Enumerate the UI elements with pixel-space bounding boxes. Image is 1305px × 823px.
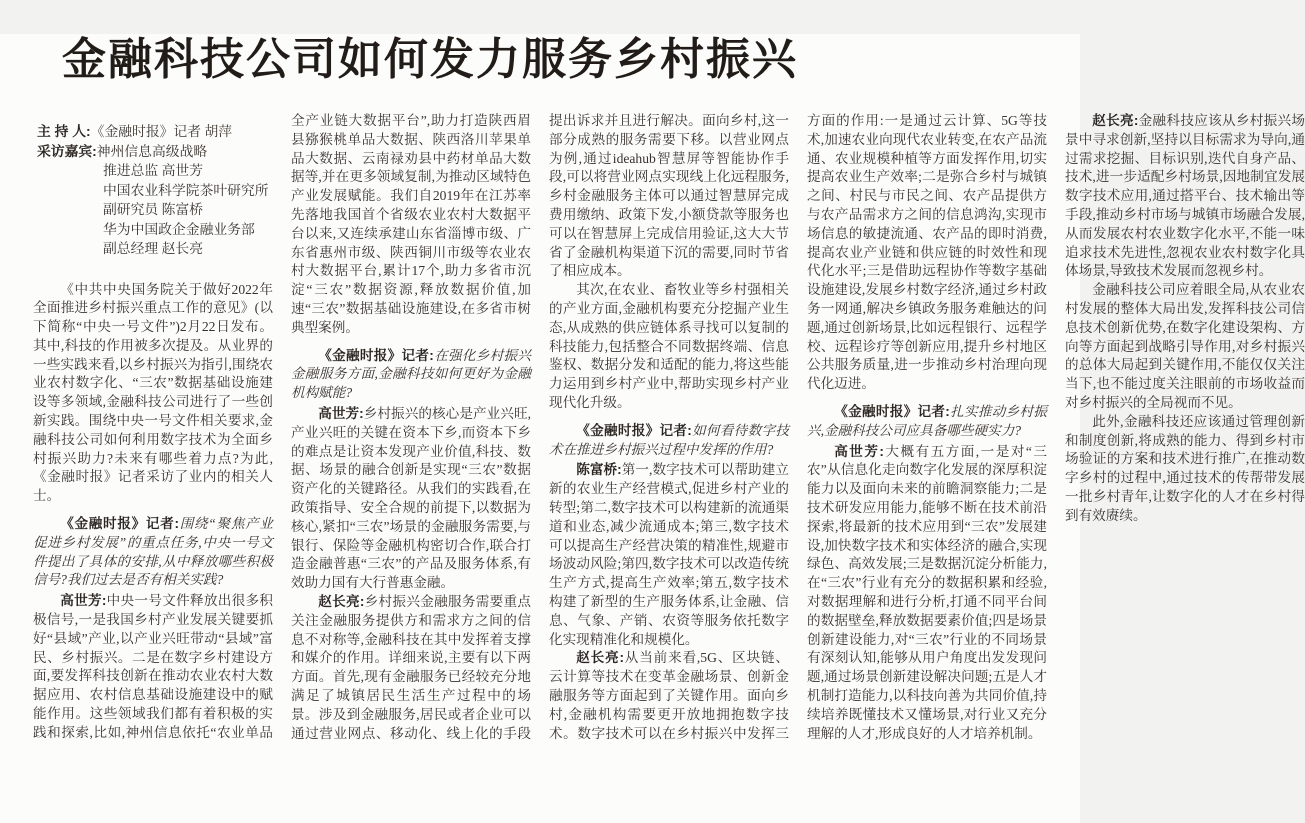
paragraph-text: 从当前来看,5G、区块链、云计算等技术在变革金融场景、创新金融服务等方面起到了关键作用。面向乡村,金融机构需要更开放地拥抱数字技术。数字技术可以在乡村振兴中发挥三方面的作用:一是通过云计算、5G等技术,加速农业向现代农业转变,在农产品流通、农业规模种植等方面发挥作用,切实提高农业生产效率;二是弥合乡村与城镇之间、村民与市民之间、农产品提供方与农产品需求方之间的信息鸿沟,实现市场信息的敏捷流通、农产品的即时消费,提高农业产业链和供应链的时效性和现代化水平;三是借助远程协作等数字基础设施建设,发展乡村数字经济,通过乡村政务一网通,解决乡镇政务服务难触达的问题,通过创新场景,比如远程银行、远程学校、远程诊疗等创新应用,提升乡村地区公共服务质量,进一步推动乡村治理向现代化迈进。: [549, 113, 1047, 741]
guest-line: 副研究员 陈富桥: [103, 202, 204, 217]
byline-block: [37, 122, 273, 259]
question-paragraph: [807, 403, 1047, 441]
question-paragraph: [549, 422, 789, 460]
speaker-name: 高世芳:: [60, 593, 107, 609]
guest-line: 推进总监 高世芳: [103, 163, 204, 178]
speaker-name: 赵长亮:: [576, 650, 624, 666]
question-text: 围绕“聚焦产业促进乡村发展”的重点任务,中央一号文件提出了具体的安排,从中释放哪些积极信号?我们过去是否有相关实践?: [33, 516, 273, 588]
answer-continuation-paragraph: [1065, 413, 1305, 526]
reporter-prefix: 《金融时报》记者:: [576, 422, 692, 438]
answer-continuation-paragraph: [1065, 281, 1305, 413]
speaker-name: 高世芳:: [834, 443, 884, 459]
paragraph-text: 中央一号文件释放出很多积极信号,一是我国乡村产业发展关键要抓好“县域”产业,以产业兴旺带动“县域”富民、乡村振兴。二是在数字乡村建设方面,要发挥科技创新在推动农业农村大数据应用、农村信息基础设施建设中的赋能作用。这些领域我们都有着积极的实践和探索,比如,神州信息依托“农业单品全产业链大数据平台”,助力打造陕西眉县猕猴桃单品大数据、陕西洛川苹果单品大数据、云南禄劝县中药材单品大数据等,并在更多领域复制,为推动区域特色产业发展赋能。我们自2019年在江苏率先落地我国首个省级农业农村大数据平台以来,又连续承建山东省淄博市级、广东省惠州市级、陕西铜川市级等农业农村大数据平台,累计17个,助力多省市沉淀“三农”数据资源,释放数据价值,加速“三农”数据基础设施建设,在多省市树典型案例。: [33, 113, 531, 740]
reporter-prefix: 《金融时报》记者:: [318, 347, 434, 363]
paragraph-text: 金融科技公司应着眼全局,从农业农村发展的整体大局出发,发挥科技公司信息技术创新优势,在数字化建设架构、方向等方面起到战略引导作用,对乡村振兴的总体大局起到关键作用,不能仅仅关注当下,也不能过度关注眼前的市场收益而对乡村振兴的全局视而不见。: [1065, 282, 1305, 410]
paragraph-text: 乡村振兴的核心是产业兴旺,产业兴旺的关键在资本下乡,而资本下乡的难点是让资本发现产业价值,科技、数据、场景的融合创新是实现“三农”数据资产化的关键路径。从我们的实践看,在政策指导、安全合规的前提下,以数据为核心,紧扣“三农”场景的金融服务需要,与银行、保险等金融机构密切合作,联合打造金融普惠“三农”的产品及服务体系,有效助力国有大行普惠金融。: [291, 405, 531, 591]
speaker-name: 赵长亮:: [318, 593, 365, 609]
host-label: 主 持 人:: [37, 124, 91, 139]
paragraph-text: 金融科技应该从乡村振兴场景中寻求创新,坚持以目标需求为导向,通过需求挖掘、目标识别,迭代自身产品、技术,进一步适配乡村场景,因地制宜发展数字技术应用,通过搭平台、技术输出等手段,推动乡村市场与城镇市场融合发展,从而发展农村农业数字化水平,不能一味追求技术先进性,忽视农业农村数字化具体场景,导致技术发展而忽视乡村。: [1065, 113, 1305, 279]
question-text: 扎实推动乡村振兴,金融科技公司应具备哪些硬实力?: [807, 403, 1048, 438]
paragraph-text: 其次,在农业、畜牧业等乡村强相关的产业方面,金融机构要充分挖掘产业生态,从成熟的供应链体系寻找可以复制的科技能力,包括整合不同数据终端、信息鉴权、数据分发和适配的能力,将这些能力运用到乡村产业中,帮助实现乡村产业现代化升级。: [549, 282, 789, 410]
answer-paragraph: [1065, 112, 1305, 281]
answer-paragraph: [291, 405, 531, 593]
speaker-name: 赵长亮:: [1092, 113, 1139, 128]
guests-label: 采访嘉宾:: [37, 143, 97, 159]
paragraph-text: 第一,数字技术可以帮助建立新的农业生产经营模式,促进乡村产业的转型;第二,数字技术可以构建新的流通渠道和业态,减少流通成本;第三,数字技术可以提高生产经营决策的精准性,规避市场波动风险;第四,数字技术可以改造传统生产方式,提高生产效率;第五,数字技术构建了新型的生产服务体系,让金融、信息、气象、产销、农资等服务依托数字化实现精准化和规模化。: [549, 462, 789, 647]
byline-host-row: [37, 122, 273, 142]
answer-paragraph: [807, 443, 1047, 744]
paragraph-text: 此外,金融科技还应该通过管理创新和制度创新,将成熟的能力、得到乡村市场验证的方案和技术进行推广,在推动数字乡村的过程中,通过技术的传帮带发展一批乡村青年,让数字化的人才在乡村得到有效赓续。: [1065, 413, 1305, 523]
byline-guest-row: [37, 142, 273, 162]
guest-line: 神州信息高级战略: [96, 143, 208, 159]
guest-line: 华为中国政企金融业务部: [103, 221, 255, 237]
question-text: 在强化乡村振兴金融服务方面,金融科技如何更好为金融机构赋能?: [291, 347, 532, 401]
host-name: 《金融时报》记者 胡萍: [90, 124, 233, 139]
question-text: 如何看待数字技术在推进乡村振兴过程中发挥的作用?: [549, 422, 790, 457]
article-columns: [33, 112, 1305, 760]
reporter-prefix: 《金融时报》记者:: [834, 403, 950, 419]
paragraph-text: 《中共中央国务院关于做好2022年全面推进乡村振兴重点工作的意见》(以下简称“中央一号文件”)2月22日发布。其中,科技的作用被多次提及。从业界的一些实践来看,以乡村振兴为指引,围绕农业农村数字化、“三农”数据基础设施建设等多领域,金融科技公司进行了一些创新实践。围绕中央一号文件相关要求,金融科技公司如何利用数字技术为全面乡村振兴助力?未来有哪些着力点?为此,《金融时报》记者采访了业内的相关人士。: [33, 281, 273, 504]
question-paragraph: [33, 515, 273, 590]
answer-paragraph: [549, 461, 789, 649]
question-paragraph: [291, 347, 531, 403]
newspaper-page: [0, 34, 1305, 823]
article-headline: 金融科技公司如何发力服务乡村振兴: [62, 35, 798, 84]
speaker-name: 陈富桥:: [576, 462, 622, 478]
paragraph-text: 大概有五方面,一是对“三农”从信息化走向数字化发展的深厚积淀能力以及面向未来的前瞻洞察能力;二是技术研发应用能力,能够不断在技术前沿探索,将最新的技术应用到“三农”发展建设,加快数字技术和实体经济的融合,实现绿色、高效发展;三是数据沉淀分析能力,在“三农”行业有充分的数据积累和经验,对数据理解和进行分析,打通不同平台间的数据壁垒,释放数据要素价值;四是场景创新建设能力,对“三农”行业的不同场景有深刻认知,能够从用户角度出发发现问题,通过场景创新建设解决问题;五是人才机制打造能力,以科技向善为共同价值,持续培养既懂技术又懂场景,对行业又充分理解的人才,形成良好的人才培养机制。: [807, 443, 1047, 741]
speaker-name: 高世芳:: [318, 405, 364, 421]
lead-paragraph: [33, 281, 273, 507]
guest-line: 副总经理 赵长亮: [103, 241, 204, 256]
answer-continuation-paragraph: [549, 281, 789, 413]
paragraph-text: 乡村振兴金融服务需要重点关注金融服务提供方和需求方之间的信息不对称等,金融科技在其中发挥着支撑和媒介的作用。详细来说,主要有以下两方面。首先,现有金融服务已经较充分地满足了城镇居民生活生产过程中的场景。涉及到金融服务,居民或者企业可以通过营业网点、移动化、线上化的手段提出诉求并且进行解决。面向乡村,这一部分成熟的服务需要下移。以营业网点为例,通过ideahub智慧屏等智能协作手段,可以将营业网点实现线上化远程服务,乡村金融服务主体可以通过智慧屏完成费用缴纳、政策下发,小额贷款等服务也可以在智慧屏上完成信用验证,这大大节省了金融机构渠道下沉的需要,同时节省了相应成本。: [291, 113, 789, 741]
reporter-prefix: 《金融时报》记者:: [60, 516, 180, 532]
guest-line: 中国农业科学院茶叶研究所: [103, 182, 269, 198]
